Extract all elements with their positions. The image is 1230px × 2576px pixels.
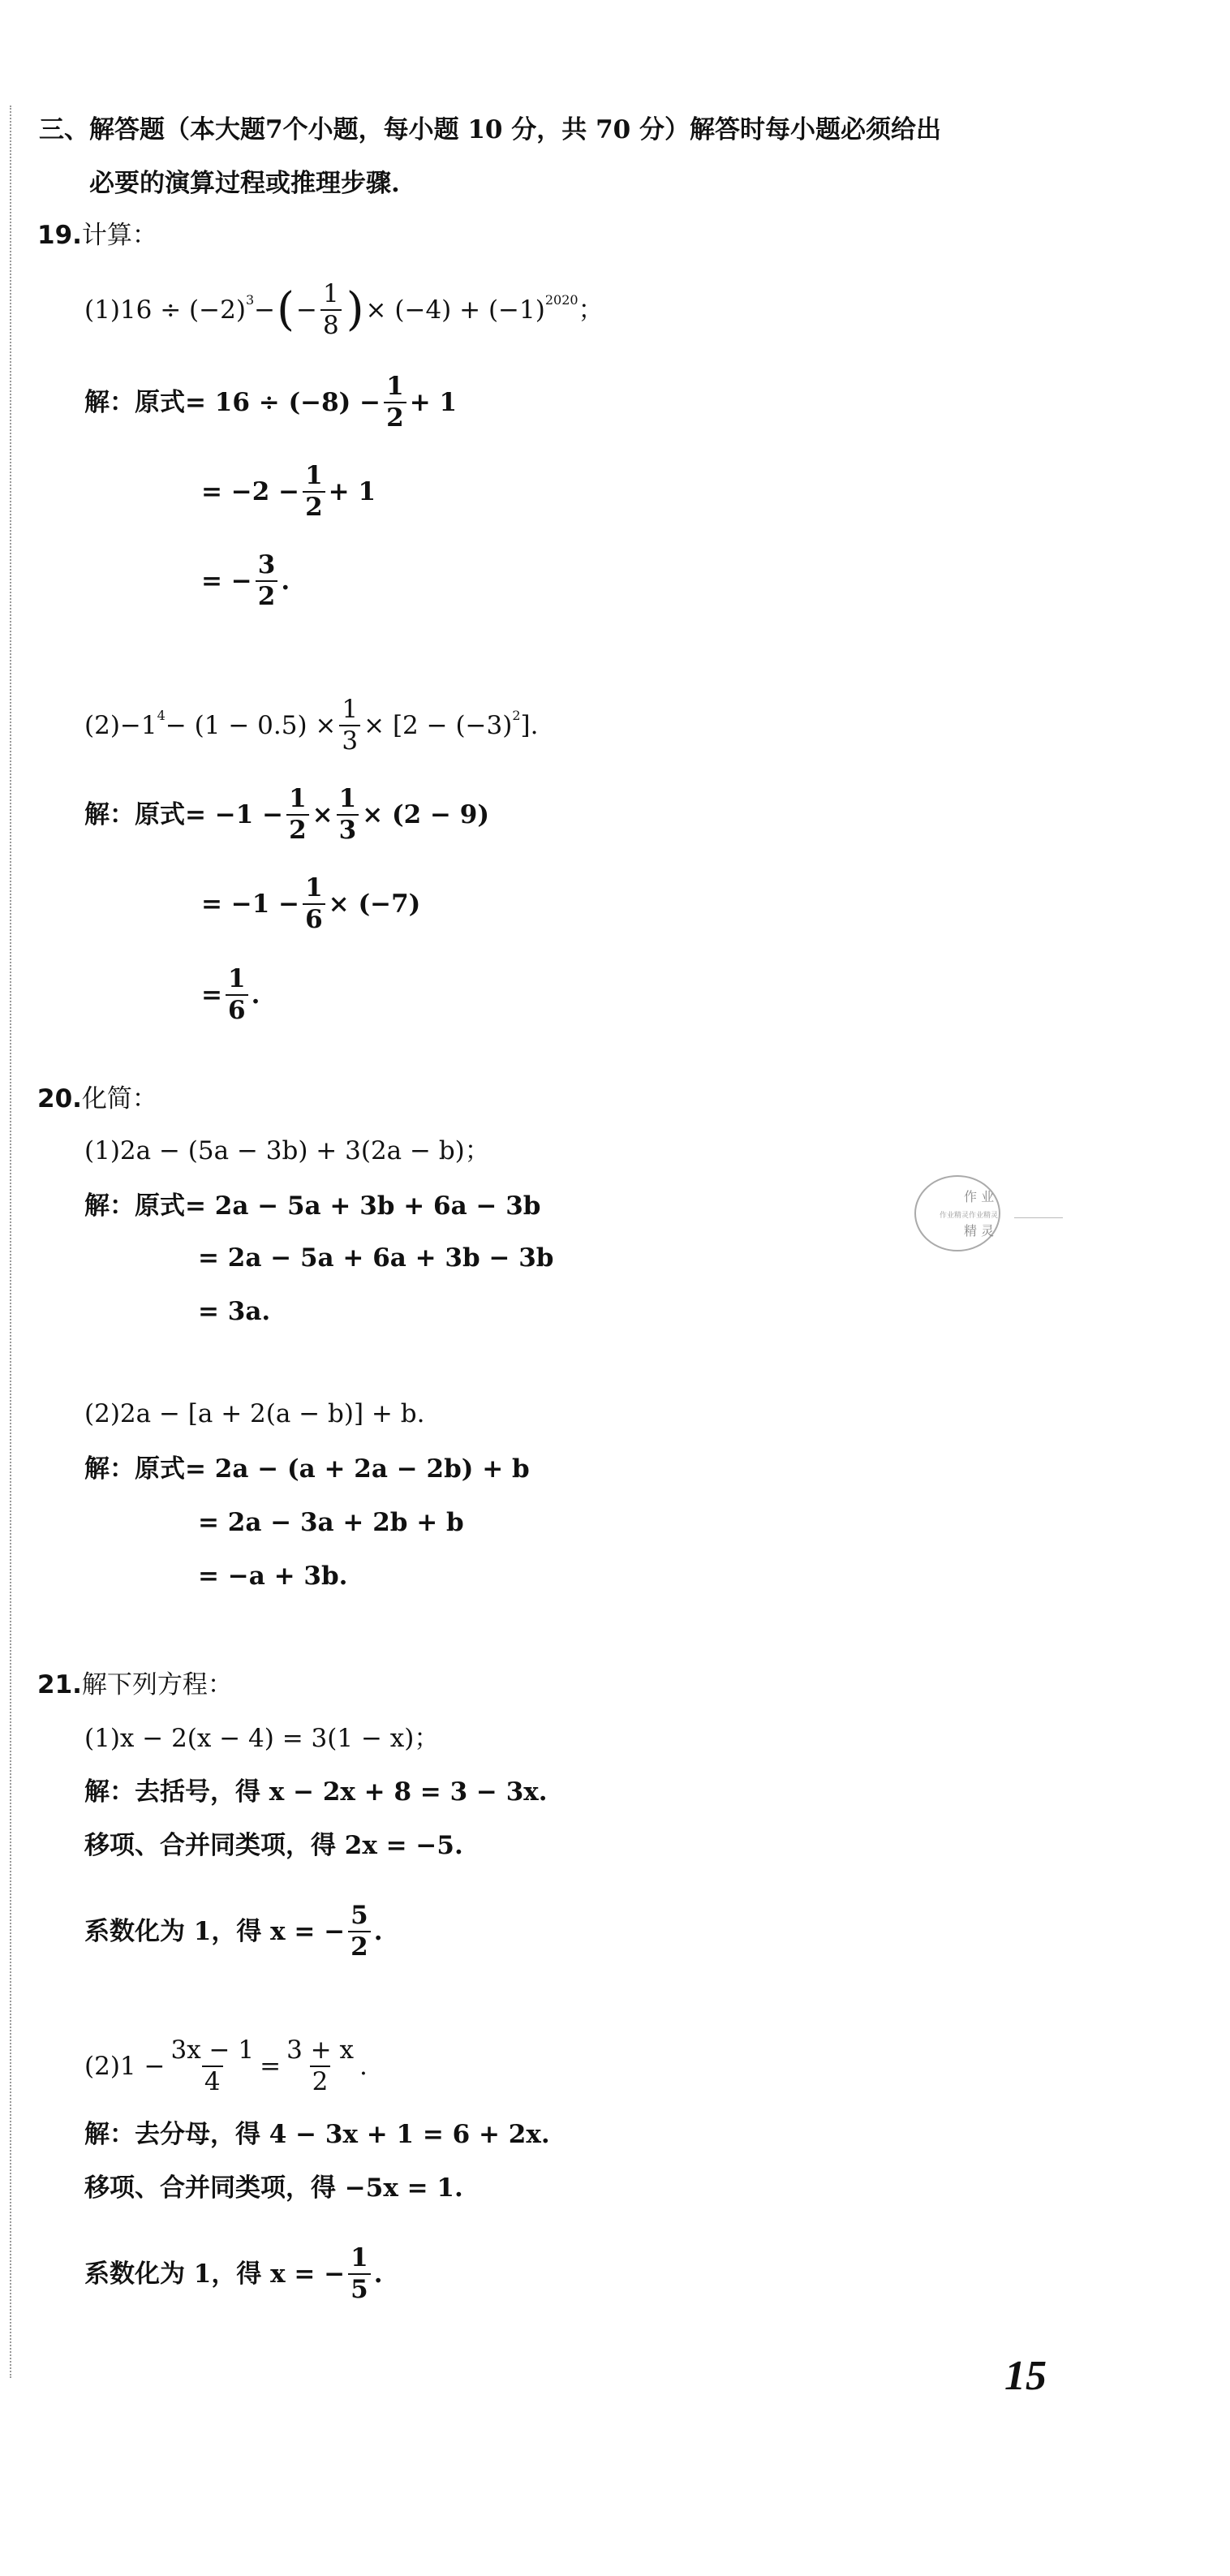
- q19-p1-text-a: 16 ÷ (−2): [119, 295, 246, 325]
- exponent: 4: [157, 707, 166, 723]
- fraction: $\frac{1}{2}$: [303, 463, 325, 520]
- q19-p1-end: ；: [578, 295, 604, 325]
- q19-p1-text-b: −: [254, 295, 276, 325]
- q20-p2-question: (2)2a − [a + 2(a − b)] + b.: [84, 1399, 425, 1428]
- q20-header: [37, 1083, 157, 1115]
- q21-header: [37, 1669, 233, 1701]
- fraction: $\frac{3}{2}$: [256, 552, 278, 610]
- q19-p1-step1: 解：原式 = 16 ÷ (−8) − $\frac{1}{2}$ + 1: [84, 372, 458, 433]
- q19-header: [37, 219, 157, 252]
- solution-prefix: 解：原式: [84, 387, 185, 417]
- fraction: $\frac{1}{3}$: [337, 786, 359, 843]
- q20-p2-step3: = −a + 3b.: [198, 1562, 348, 1591]
- fraction: $\frac{1}{6}$: [303, 875, 325, 933]
- binding-dotted-line: [10, 106, 11, 2378]
- fraction: $\frac{1}{6}$: [226, 966, 248, 1023]
- stamp-top: 作 业: [964, 1189, 995, 1204]
- stamp-bottom: 精 灵: [964, 1223, 995, 1238]
- exponent: 2: [512, 707, 521, 723]
- q19-p1-step2: = −2 − $\frac{1}{2}$ + 1: [201, 461, 376, 522]
- q21-p1-line1: 解：去括号，得 x − 2x + 8 = 3 − 3x.: [84, 1777, 548, 1807]
- q21-p2-line3: 系数化为 1，得 x = − $\frac{1}{5}$ .: [84, 2243, 383, 2304]
- q20-title: 化简：: [81, 1084, 157, 1114]
- q21-title: 解下列方程：: [81, 1670, 233, 1699]
- q20-p2-step2: = 2a − 3a + 2b + b: [198, 1508, 464, 1537]
- q21-p1-line2: 移项、合并同类项，得 2x = −5.: [84, 1831, 463, 1860]
- q19-p1-text-c: × (−4) + (−1): [365, 295, 545, 325]
- q20-p2-step1: 解：原式 = 2a − (a + 2a − 2b) + b: [84, 1454, 530, 1484]
- q19-p1-exp-c: 2020: [544, 291, 578, 308]
- fraction: $\frac{5}{2}$: [348, 1902, 371, 1960]
- watermark-stamp: [907, 1169, 1017, 1258]
- q20-p1-step1: 解：原式 = 2a − 5a + 3b + 6a − 3b: [84, 1191, 541, 1221]
- fraction: $\frac{3 + x}{2}$: [286, 2035, 354, 2096]
- fraction: $\frac{1}{2}$: [286, 786, 309, 843]
- q20-number: 20.: [37, 1084, 82, 1114]
- q19-p2-question: (2) −1 $^4$ − (1 − 0.5) × $\frac{1}{3}$ × [2 − (−3) $^2$ ].: [84, 695, 539, 756]
- q20-p1-step3: = 3a.: [198, 1297, 271, 1326]
- q19-p2-step1: 解：原式 = −1 − $\frac{1}{2}$ × $\frac{1}{3}$ × (2 − 9): [84, 784, 490, 845]
- q19-number: 19.: [37, 221, 82, 250]
- q20-p1-question: (1)2a − (5a − 3b) + 3(2a − b)；: [84, 1136, 490, 1165]
- q19-p1-label: (1): [84, 295, 120, 325]
- q21-p1-line3: 系数化为 1，得 x = − $\frac{5}{2}$ .: [84, 1901, 383, 1962]
- solution-prefix: 解：原式: [84, 1454, 185, 1484]
- q21-p1-question: (1)x − 2(x − 4) = 3(1 − x)；: [84, 1724, 440, 1753]
- q19-p1-question: (1) 16 ÷ (−2) $^3$ − ( − $\frac{1}{8}$ ) × (−4) + (−1) $^{2020}$ ；: [84, 279, 604, 340]
- q21-number: 21.: [37, 1670, 82, 1699]
- stamp-ring: 作业精灵作业精灵: [940, 1212, 999, 1220]
- stamp-line: [1014, 1217, 1063, 1218]
- solution-prefix: 解：原式: [84, 799, 185, 829]
- page-number: 15: [1004, 2353, 1047, 2399]
- q21-p2-line2: 移项、合并同类项，得 −5x = 1.: [84, 2173, 463, 2203]
- q19-p1-frac-sign: −: [295, 295, 317, 325]
- section-heading-line2: 必要的演算过程或推理步骤.: [89, 169, 400, 198]
- q21-p2-line1: 解：去分母，得 4 − 3x + 1 = 6 + 2x.: [84, 2120, 550, 2149]
- q20-p1-step2: = 2a − 5a + 6a + 3b − 3b: [198, 1243, 554, 1273]
- q19-title: 计算：: [81, 221, 157, 250]
- fraction: $\frac{1}{3}$: [339, 696, 360, 754]
- fraction: $\frac{1}{5}$: [348, 2245, 371, 2302]
- q19-p1-exp-a: 3: [245, 291, 255, 308]
- fraction: $\frac{3x - 1}{4}$: [170, 2035, 255, 2096]
- q21-p2-question: (2)1 − $\frac{3x - 1}{4}$ = $\frac{3 + x}{2}$ .: [84, 2035, 368, 2096]
- q19-p1-step3: = − $\frac{3}{2}$ .: [201, 550, 290, 611]
- q19-p2-step3: = $\frac{1}{6}$ .: [201, 964, 260, 1025]
- section-heading-line1: 三、解答题（本大题7个小题，每小题 10 分，共 70 分）解答时每小题必须给出: [39, 115, 942, 144]
- q19-p2-step2: = −1 − $\frac{1}{6}$ × (−7): [201, 873, 421, 934]
- solution-prefix: 解：原式: [84, 1191, 185, 1221]
- q19-p1-fraction: $\frac{1}{8}$: [320, 281, 342, 338]
- fraction: $\frac{1}{2}$: [384, 373, 406, 431]
